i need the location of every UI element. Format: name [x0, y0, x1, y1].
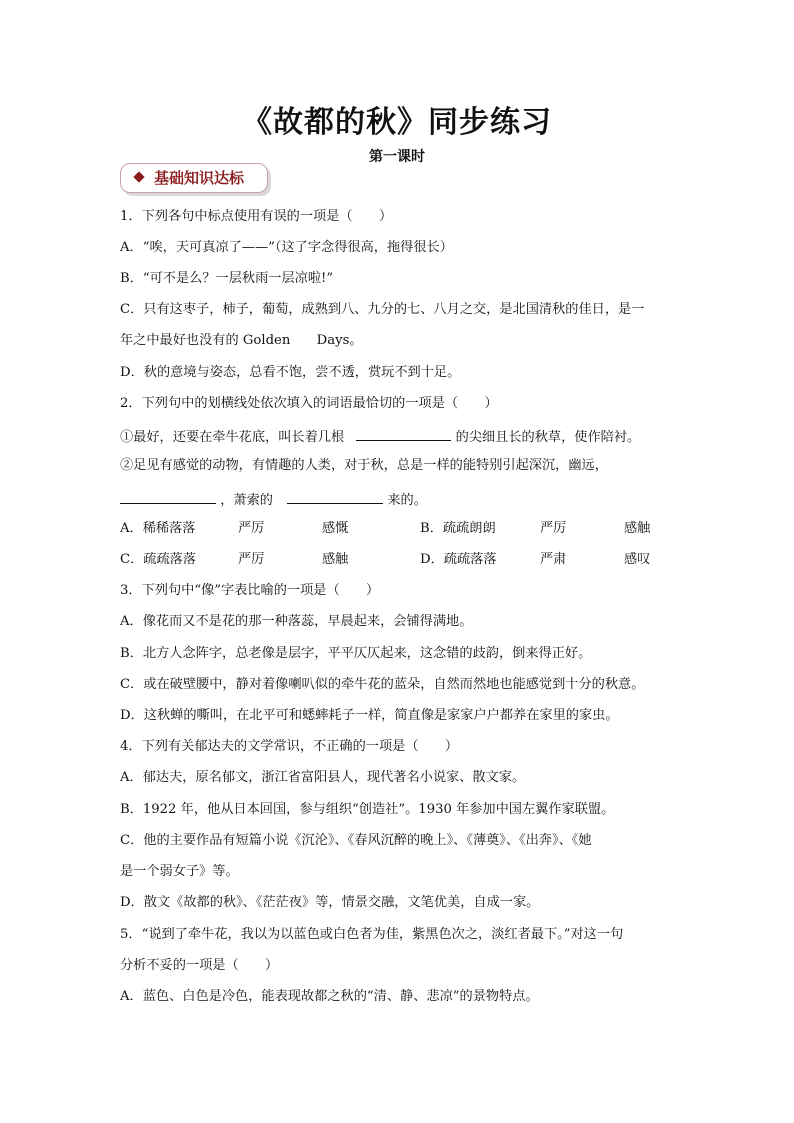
- q2-stem: 2．下列句中的划横线处依次填入的词语最恰切的一项是（ ）: [120, 396, 498, 411]
- lesson-subtitle: 第一课时: [369, 149, 425, 165]
- q2-option-a-word1: A．稀稀落落: [120, 521, 196, 536]
- q3-option-c: C．或在破壁腰中，静对着像喇叭似的牵牛花的蓝朵，自然而然地也能感觉到十分的秋意。: [120, 677, 645, 692]
- q4-option-c: C．他的主要作品有短篇小说《沉沦》、《春风沉醉的晚上》、《薄奠》、《出奔》、《她: [120, 833, 592, 848]
- q2-option-b-word2: 严厉: [540, 521, 567, 536]
- fill-blank: [287, 489, 383, 504]
- q4-option-b: B．1922 年，他从日本回国，参与组织“创造社”。1930 年参加中国左翼作家联盟。: [120, 802, 615, 817]
- q2-sentence-2-part-c: 来的。: [387, 493, 427, 508]
- q2-option-c-word2: 严厉: [238, 552, 265, 567]
- q4-stem: 4．下列有关郁达夫的文学常识，不正确的一项是（ ）: [120, 739, 459, 754]
- q3-option-b: B．北方人念阵字，总老像是层字，平平仄仄起来，这念错的歧韵，倒来得正好。: [120, 646, 592, 661]
- q2-sentence-2-part-b: ，萧索的: [220, 493, 273, 508]
- q3-option-a: A．像花而又不是花的那一种落蕊，早晨起来，会铺得满地。: [120, 614, 473, 629]
- q1-stem: 1．下列各句中标点使用有误的一项是（ ）: [120, 209, 393, 224]
- q1-option-a: A．“唉，天可真凉了——”（这了字念得很高，拖得很长）: [120, 240, 453, 255]
- q2-sentence-1-part-b: 的尖细且长的秋草，使作陪衬。: [455, 430, 641, 445]
- q1-option-c-cont: 年之中最好也没有的 Golden Days。: [120, 333, 363, 348]
- section-header: [120, 163, 272, 195]
- fill-blank: [120, 489, 216, 504]
- q2-sentence-2: ②足见有感觉的动物，有情趣的人类，对于秋，总是一样的能特别引起深沉，幽远，: [120, 458, 608, 473]
- q2-option-c-word3: 感触: [322, 552, 349, 567]
- q2-sentence-1-part-a: ①最好，还要在牵牛花底，叫长着几根: [120, 430, 345, 445]
- q2-option-c-word1: C．疏疏落落: [120, 552, 197, 567]
- q3-option-d: D．这秋蝉的嘶叫，在北平可和蟋蟀耗子一样，简直像是家家户户都养在家里的家虫。: [120, 708, 619, 723]
- q2-option-d-word2: 严肃: [540, 552, 567, 567]
- q5-option-a: A．蓝色、白色是冷色，能表现故都之秋的“清、静、悲凉”的景物特点。: [120, 989, 539, 1004]
- q1-option-c: C．只有这枣子，柿子，葡萄，成熟到八、九分的七、八月之交，是北国清秋的佳日，是一: [120, 302, 645, 317]
- q2-option-d-word3: 感叹: [624, 552, 651, 567]
- q4-option-a: A．郁达夫，原名郁文，浙江省富阳县人，现代著名小说家、散文家。: [120, 770, 526, 785]
- q5-stem: 5．“说到了牵牛花，我以为以蓝色或白色者为佳，紫黑色次之，淡红者最下。”对这一句: [120, 927, 624, 942]
- q1-option-d: D．秋的意境与姿态，总看不饱，尝不透，赏玩不到十足。: [120, 365, 461, 380]
- q4-option-d: D．散文《故都的秋》、《茫茫夜》等，情景交融，文笔优美，自成一家。: [120, 895, 540, 910]
- q1-option-b: B．“可不是么？一层秋雨一层凉啦!”: [120, 271, 334, 286]
- page-title: 《故都的秋》同步练习: [242, 105, 552, 140]
- fill-blank: [356, 426, 451, 441]
- q5-stem-cont: 分析不妥的一项是（ ）: [120, 958, 279, 973]
- section-header-label: 基础知识达标: [154, 169, 245, 187]
- q2-option-a-word2: 严厉: [238, 521, 265, 536]
- q2-option-b-word1: B．疏疏朗朗: [420, 521, 496, 536]
- q2-sentence-2-cont: [120, 489, 427, 510]
- q2-option-a-word3: 感慨: [322, 521, 349, 536]
- q2-option-b-word3: 感触: [624, 521, 651, 536]
- q2-sentence-1: [120, 426, 640, 447]
- q4-option-c-cont: 是一个弱女子》等。: [120, 864, 239, 879]
- q3-stem: 3．下列句中“像”字表比喻的一项是（ ）: [120, 583, 380, 598]
- q2-option-d-word1: D．疏疏落落: [420, 552, 497, 567]
